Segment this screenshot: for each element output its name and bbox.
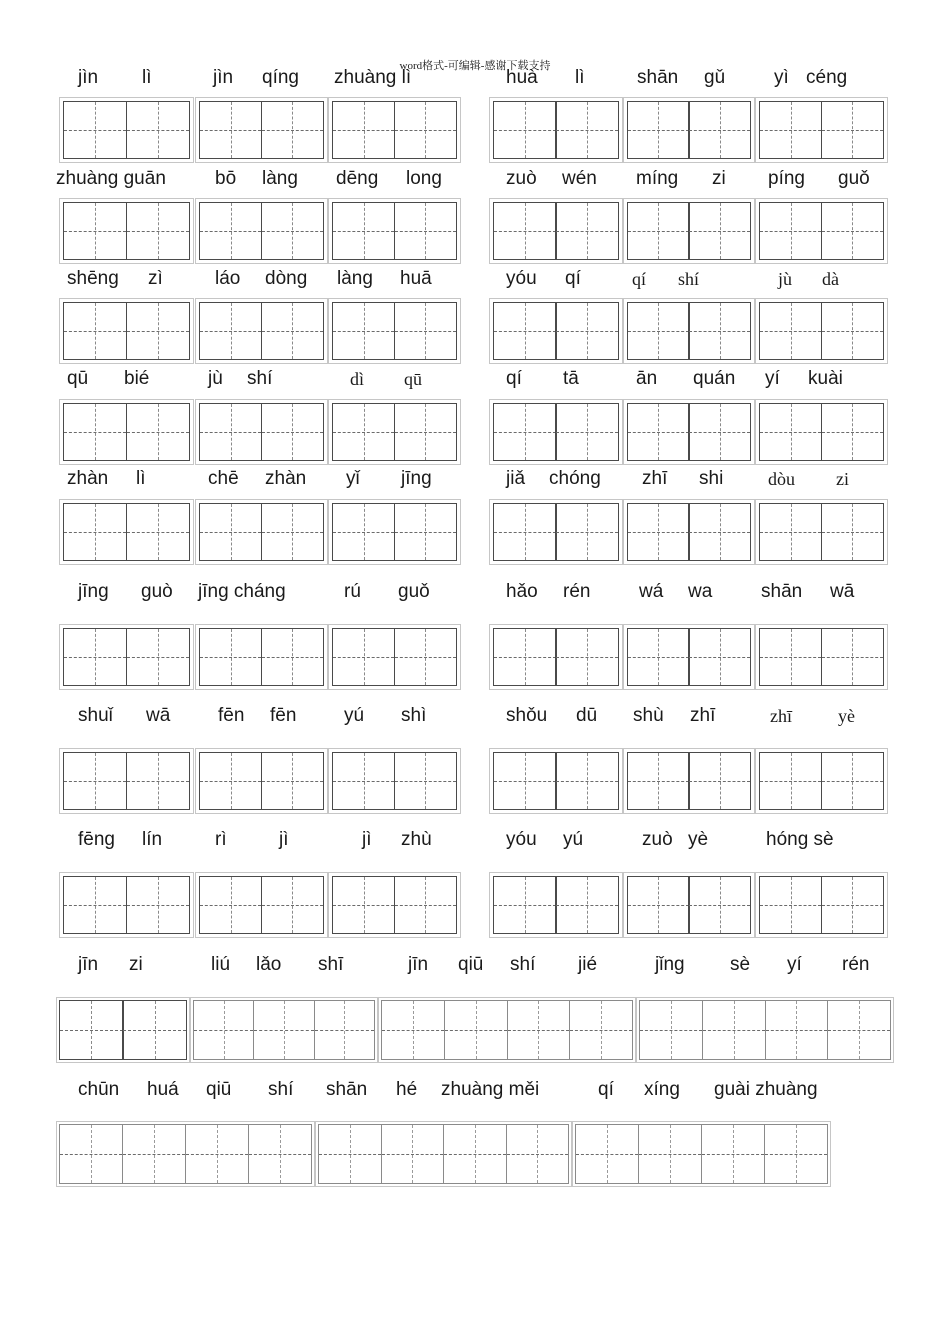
pinyin-label: lì <box>136 468 146 489</box>
tianzige-box[interactable] <box>195 624 328 690</box>
tianzige-box[interactable] <box>195 97 328 163</box>
writing-cell[interactable] <box>701 1124 765 1184</box>
tianzige-box[interactable] <box>56 997 190 1063</box>
pinyin-label: zhuàng guān <box>56 168 166 189</box>
pinyin-label: shēng <box>67 268 119 289</box>
writing-cell[interactable] <box>199 503 262 561</box>
writing-cell[interactable] <box>702 1000 766 1060</box>
tianzige-box[interactable] <box>623 499 755 565</box>
writing-cell[interactable] <box>332 876 395 934</box>
pinyin-label: huá <box>147 1079 179 1100</box>
pinyin-label: yí <box>787 954 802 975</box>
writing-cell[interactable] <box>638 1124 702 1184</box>
pinyin-label: dì <box>350 369 365 389</box>
writing-cell[interactable] <box>394 202 457 260</box>
writing-cell[interactable] <box>253 1000 314 1060</box>
writing-cell[interactable] <box>332 302 395 360</box>
pinyin-label: shān <box>761 581 803 602</box>
pinyin-label: guài zhuàng <box>714 1079 818 1100</box>
writing-cell[interactable] <box>63 752 127 810</box>
writing-cell[interactable] <box>575 1124 639 1184</box>
tianzige-box[interactable] <box>328 624 461 690</box>
pinyin-label: kuài <box>808 368 843 389</box>
writing-cell[interactable] <box>332 628 395 686</box>
writing-cell[interactable] <box>332 101 395 159</box>
pinyin-label: shī <box>318 954 344 975</box>
pinyin-label: zuò <box>506 168 537 189</box>
pinyin-label: shí <box>678 269 700 289</box>
pinyin-label: qí <box>632 269 647 289</box>
pinyin-label: rú <box>344 581 361 602</box>
writing-cell[interactable] <box>394 876 457 934</box>
pinyin-label: shān <box>326 1079 368 1100</box>
tianzige-box[interactable] <box>328 399 461 465</box>
pinyin-label: jīn <box>408 954 429 975</box>
pinyin-label: yóu <box>506 268 537 289</box>
writing-cell[interactable] <box>443 1124 507 1184</box>
writing-cell[interactable] <box>507 1000 571 1060</box>
writing-cell[interactable] <box>765 1000 829 1060</box>
pinyin-label: píng <box>768 168 805 189</box>
writing-cell[interactable] <box>199 876 262 934</box>
pinyin-label: rén <box>563 581 591 602</box>
writing-cell[interactable] <box>688 302 751 360</box>
pinyin-label: shǒu <box>506 705 548 726</box>
pinyin-label: chóng <box>549 468 601 489</box>
pinyin-label: zuò <box>642 829 673 850</box>
tianzige-box[interactable] <box>489 872 623 938</box>
writing-cell[interactable] <box>627 503 690 561</box>
pinyin-label: huā <box>400 268 432 289</box>
pinyin-label: jù <box>778 269 793 289</box>
writing-cell[interactable] <box>126 302 190 360</box>
pinyin-label: hǎo <box>506 581 538 602</box>
pinyin-label: qiū <box>206 1079 232 1100</box>
writing-cell[interactable] <box>821 302 884 360</box>
writing-cell[interactable] <box>759 876 822 934</box>
pinyin-label: bō <box>215 168 237 189</box>
tianzige-box[interactable] <box>195 198 328 264</box>
pinyin-label: jǐng <box>655 954 685 975</box>
writing-cell[interactable] <box>627 302 690 360</box>
pinyin-label: huà <box>506 67 538 88</box>
pinyin-label: yí <box>765 368 780 389</box>
pinyin-label: sè <box>730 954 751 975</box>
tianzige-box[interactable] <box>59 748 194 814</box>
tianzige-box[interactable] <box>195 748 328 814</box>
tianzige-box[interactable] <box>755 198 888 264</box>
writing-cell[interactable] <box>555 876 619 934</box>
writing-cell[interactable] <box>261 752 324 810</box>
writing-cell[interactable] <box>555 628 619 686</box>
writing-cell[interactable] <box>759 403 822 461</box>
tianzige-box[interactable] <box>755 872 888 938</box>
writing-cell[interactable] <box>394 403 457 461</box>
pinyin-label: yú <box>344 705 365 726</box>
writing-cell[interactable] <box>185 1124 249 1184</box>
pinyin-label: hóng sè <box>766 829 834 850</box>
pinyin-label: shān <box>637 67 679 88</box>
tianzige-box[interactable] <box>195 499 328 565</box>
writing-cell[interactable] <box>126 876 190 934</box>
pinyin-label: jìn <box>213 67 234 88</box>
tianzige-box[interactable] <box>59 872 194 938</box>
writing-cell[interactable] <box>688 752 751 810</box>
pinyin-label: zhuàng lì <box>334 67 412 88</box>
writing-cell[interactable] <box>688 403 751 461</box>
writing-cell[interactable] <box>821 101 884 159</box>
pinyin-label: fēn <box>270 705 297 726</box>
pinyin-label: guò <box>141 581 173 602</box>
writing-cell[interactable] <box>493 302 557 360</box>
pinyin-label: jìn <box>78 67 99 88</box>
writing-cell[interactable] <box>627 752 690 810</box>
writing-cell[interactable] <box>332 403 395 461</box>
tianzige-box[interactable] <box>195 399 328 465</box>
tianzige-box[interactable] <box>328 298 461 364</box>
tianzige-box[interactable] <box>755 97 888 163</box>
tianzige-box[interactable] <box>195 872 328 938</box>
pinyin-label: yǐ <box>346 468 360 489</box>
pinyin-label: bié <box>124 368 150 389</box>
watermark: word格式-可编辑-感谢下载支持 <box>399 60 551 72</box>
writing-cell[interactable] <box>688 628 751 686</box>
tianzige-box[interactable] <box>59 499 194 565</box>
writing-cell[interactable] <box>764 1124 828 1184</box>
writing-cell[interactable] <box>627 628 690 686</box>
writing-cell[interactable] <box>261 302 324 360</box>
writing-cell[interactable] <box>261 628 324 686</box>
writing-cell[interactable] <box>314 1000 375 1060</box>
pinyin-label: qí <box>506 368 522 389</box>
pinyin-label: lì <box>575 67 585 88</box>
writing-cell[interactable] <box>493 876 557 934</box>
writing-cell[interactable] <box>493 752 557 810</box>
pinyin-label: tā <box>563 368 579 389</box>
pinyin-label: shì <box>401 705 427 726</box>
pinyin-label: dū <box>576 705 598 726</box>
pinyin-label: qíng <box>262 67 299 88</box>
tianzige-box[interactable] <box>315 1121 572 1187</box>
pinyin-label: jīng <box>78 581 109 602</box>
writing-cell[interactable] <box>63 202 127 260</box>
pinyin-label: zhī <box>642 468 668 489</box>
writing-cell[interactable] <box>569 1000 633 1060</box>
pinyin-label: zì <box>148 268 163 289</box>
pinyin-label: jiǎ <box>506 468 526 489</box>
writing-cell[interactable] <box>493 503 557 561</box>
tianzige-box[interactable] <box>623 872 755 938</box>
writing-cell[interactable] <box>827 1000 891 1060</box>
pinyin-label: qiū <box>458 954 484 975</box>
tianzige-box[interactable] <box>623 624 755 690</box>
tianzige-box[interactable] <box>755 748 888 814</box>
writing-cell[interactable] <box>63 403 127 461</box>
writing-cell[interactable] <box>821 202 884 260</box>
pinyin-label: long <box>406 168 442 189</box>
pinyin-label: jù <box>208 368 223 389</box>
pinyin-label: dòng <box>265 268 308 289</box>
pinyin-label: jì <box>279 829 289 850</box>
writing-cell[interactable] <box>493 101 557 159</box>
pinyin-label: shí <box>247 368 273 389</box>
pinyin-label: lì <box>142 67 152 88</box>
writing-cell[interactable] <box>759 302 822 360</box>
pinyin-label: wā <box>146 705 171 726</box>
pinyin-label: guǒ <box>398 581 430 602</box>
tianzige-box[interactable] <box>636 997 894 1063</box>
writing-cell[interactable] <box>555 302 619 360</box>
writing-cell[interactable] <box>126 752 190 810</box>
tianzige-box[interactable] <box>489 399 623 465</box>
pinyin-label: zi <box>129 954 143 975</box>
writing-cell[interactable] <box>332 202 395 260</box>
pinyin-label: zhī <box>770 706 792 726</box>
tianzige-box[interactable] <box>623 399 755 465</box>
writing-cell[interactable] <box>759 628 822 686</box>
writing-cell[interactable] <box>555 101 619 159</box>
tianzige-box[interactable] <box>489 499 623 565</box>
writing-cell[interactable] <box>688 876 751 934</box>
pinyin-label: lǎo <box>256 954 282 975</box>
pinyin-label: yì <box>774 67 789 88</box>
writing-cell[interactable] <box>261 876 324 934</box>
writing-cell[interactable] <box>821 628 884 686</box>
pinyin-label: fēng <box>78 829 115 850</box>
pinyin-label: zhàn <box>67 468 109 489</box>
writing-cell[interactable] <box>493 403 557 461</box>
pinyin-label: guǒ <box>838 168 870 189</box>
tianzige-box[interactable] <box>328 499 461 565</box>
writing-cell[interactable] <box>261 503 324 561</box>
writing-cell[interactable] <box>126 403 190 461</box>
pinyin-label: gǔ <box>704 67 726 88</box>
writing-cell[interactable] <box>332 752 395 810</box>
writing-cell[interactable] <box>821 752 884 810</box>
pinyin-label: ān <box>636 368 658 389</box>
tianzige-box[interactable] <box>59 198 194 264</box>
tianzige-box[interactable] <box>328 198 461 264</box>
pinyin-label: fēn <box>218 705 245 726</box>
pinyin-label: wá <box>639 581 664 602</box>
writing-cell[interactable] <box>63 503 127 561</box>
pinyin-label: liú <box>211 954 231 975</box>
pinyin-label: qū <box>404 369 422 389</box>
writing-cell[interactable] <box>59 1000 124 1060</box>
writing-cell[interactable] <box>199 202 262 260</box>
pinyin-label: láo <box>215 268 241 289</box>
pinyin-label: zi <box>712 168 726 189</box>
writing-cell[interactable] <box>394 503 457 561</box>
writing-cell[interactable] <box>688 202 751 260</box>
pinyin-label: shù <box>633 705 664 726</box>
pinyin-label: quán <box>693 368 736 389</box>
tianzige-box[interactable] <box>755 399 888 465</box>
writing-cell[interactable] <box>199 752 262 810</box>
pinyin-label: qí <box>565 268 581 289</box>
tianzige-box[interactable] <box>195 298 328 364</box>
writing-cell[interactable] <box>821 876 884 934</box>
tianzige-box[interactable] <box>489 198 623 264</box>
pinyin-label: zhuàng měi <box>441 1079 540 1100</box>
writing-cell[interactable] <box>63 876 127 934</box>
writing-cell[interactable] <box>199 101 262 159</box>
writing-cell[interactable] <box>394 302 457 360</box>
writing-cell[interactable] <box>821 503 884 561</box>
pinyin-label: shi <box>699 468 724 489</box>
writing-cell[interactable] <box>688 101 751 159</box>
pinyin-label: zhù <box>401 829 432 850</box>
pinyin-label: jīn <box>78 954 99 975</box>
writing-cell[interactable] <box>63 302 127 360</box>
writing-cell[interactable] <box>63 101 127 159</box>
writing-cell[interactable] <box>627 202 690 260</box>
pinyin-label: làng <box>262 168 298 189</box>
tianzige-box[interactable] <box>489 298 623 364</box>
writing-cell[interactable] <box>627 403 690 461</box>
tianzige-box[interactable] <box>328 748 461 814</box>
writing-cell[interactable] <box>759 202 822 260</box>
writing-cell[interactable] <box>555 403 619 461</box>
tianzige-box[interactable] <box>623 298 755 364</box>
pinyin-label: jīng cháng <box>198 581 286 602</box>
writing-cell[interactable] <box>122 1124 186 1184</box>
writing-cell[interactable] <box>493 628 557 686</box>
tianzige-box[interactable] <box>572 1121 831 1187</box>
writing-cell[interactable] <box>199 403 262 461</box>
writing-cell[interactable] <box>444 1000 508 1060</box>
writing-cell[interactable] <box>193 1000 254 1060</box>
pinyin-label: dēng <box>336 168 379 189</box>
tianzige-box[interactable] <box>623 97 755 163</box>
pinyin-label: jié <box>578 954 598 975</box>
writing-cell[interactable] <box>627 101 690 159</box>
writing-cell[interactable] <box>126 101 190 159</box>
writing-cell[interactable] <box>261 202 324 260</box>
writing-cell[interactable] <box>63 628 127 686</box>
pinyin-label: zi <box>836 469 849 489</box>
pinyin-label: shí <box>268 1079 294 1100</box>
writing-cell[interactable] <box>627 876 690 934</box>
writing-cell[interactable] <box>261 403 324 461</box>
tianzige-box[interactable] <box>59 97 194 163</box>
tianzige-box[interactable] <box>623 748 755 814</box>
tianzige-box[interactable] <box>755 499 888 565</box>
tianzige-box[interactable] <box>328 872 461 938</box>
pinyin-label: wā <box>830 581 855 602</box>
writing-cell[interactable] <box>759 752 822 810</box>
pinyin-label: yú <box>563 829 584 850</box>
tianzige-box[interactable] <box>59 399 194 465</box>
writing-cell[interactable] <box>199 302 262 360</box>
pinyin-label: dòu <box>768 469 795 489</box>
pinyin-label: shuǐ <box>78 705 113 726</box>
pinyin-label: qí <box>598 1079 614 1100</box>
tianzige-box[interactable] <box>328 97 461 163</box>
pinyin-label: chē <box>208 468 239 489</box>
writing-cell[interactable] <box>126 503 190 561</box>
pinyin-label: hé <box>396 1079 418 1100</box>
pinyin-label: zhī <box>690 705 716 726</box>
writing-cell[interactable] <box>122 1000 187 1060</box>
writing-cell[interactable] <box>759 101 822 159</box>
tianzige-box[interactable] <box>190 997 378 1063</box>
tianzige-box[interactable] <box>755 624 888 690</box>
writing-cell[interactable] <box>555 503 619 561</box>
writing-cell[interactable] <box>199 628 262 686</box>
writing-cell[interactable] <box>318 1124 382 1184</box>
writing-cell[interactable] <box>639 1000 703 1060</box>
pinyin-label: chūn <box>78 1079 120 1100</box>
tianzige-box[interactable] <box>59 624 194 690</box>
pinyin-label: míng <box>636 168 679 189</box>
writing-cell[interactable] <box>493 202 557 260</box>
writing-cell[interactable] <box>59 1124 123 1184</box>
pinyin-label: rén <box>842 954 870 975</box>
pinyin-label: wa <box>688 581 713 602</box>
pinyin-label: wén <box>562 168 597 189</box>
writing-cell[interactable] <box>506 1124 570 1184</box>
tianzige-box[interactable] <box>59 298 194 364</box>
pinyin-label: xíng <box>644 1079 680 1100</box>
writing-cell[interactable] <box>261 101 324 159</box>
pinyin-label: jì <box>362 829 372 850</box>
writing-cell[interactable] <box>555 202 619 260</box>
writing-cell[interactable] <box>821 403 884 461</box>
writing-cell[interactable] <box>688 503 751 561</box>
pinyin-label: yóu <box>506 829 537 850</box>
writing-cell[interactable] <box>759 503 822 561</box>
pinyin-label: céng <box>806 67 848 88</box>
pinyin-label: shí <box>510 954 536 975</box>
pinyin-label: zhàn <box>265 468 307 489</box>
pinyin-label: yè <box>688 829 709 850</box>
writing-cell[interactable] <box>248 1124 312 1184</box>
pinyin-label: lín <box>142 829 163 850</box>
tianzige-box[interactable] <box>623 198 755 264</box>
writing-cell[interactable] <box>381 1124 445 1184</box>
pinyin-label: yè <box>838 706 855 726</box>
tianzige-box[interactable] <box>56 1121 315 1187</box>
writing-cell[interactable] <box>332 503 395 561</box>
writing-cell[interactable] <box>126 628 190 686</box>
writing-cell[interactable] <box>394 628 457 686</box>
pinyin-label: dà <box>822 269 839 289</box>
writing-cell[interactable] <box>126 202 190 260</box>
tianzige-box[interactable] <box>489 748 623 814</box>
tianzige-box[interactable] <box>755 298 888 364</box>
tianzige-box[interactable] <box>489 624 623 690</box>
tianzige-box[interactable] <box>378 997 636 1063</box>
tianzige-box[interactable] <box>489 97 623 163</box>
pinyin-label: làng <box>337 268 373 289</box>
writing-cell[interactable] <box>394 752 457 810</box>
writing-cell[interactable] <box>381 1000 445 1060</box>
writing-cell[interactable] <box>555 752 619 810</box>
pinyin-label: jīng <box>401 468 432 489</box>
pinyin-label: qū <box>67 368 89 389</box>
pinyin-label: rì <box>215 829 227 850</box>
writing-cell[interactable] <box>394 101 457 159</box>
